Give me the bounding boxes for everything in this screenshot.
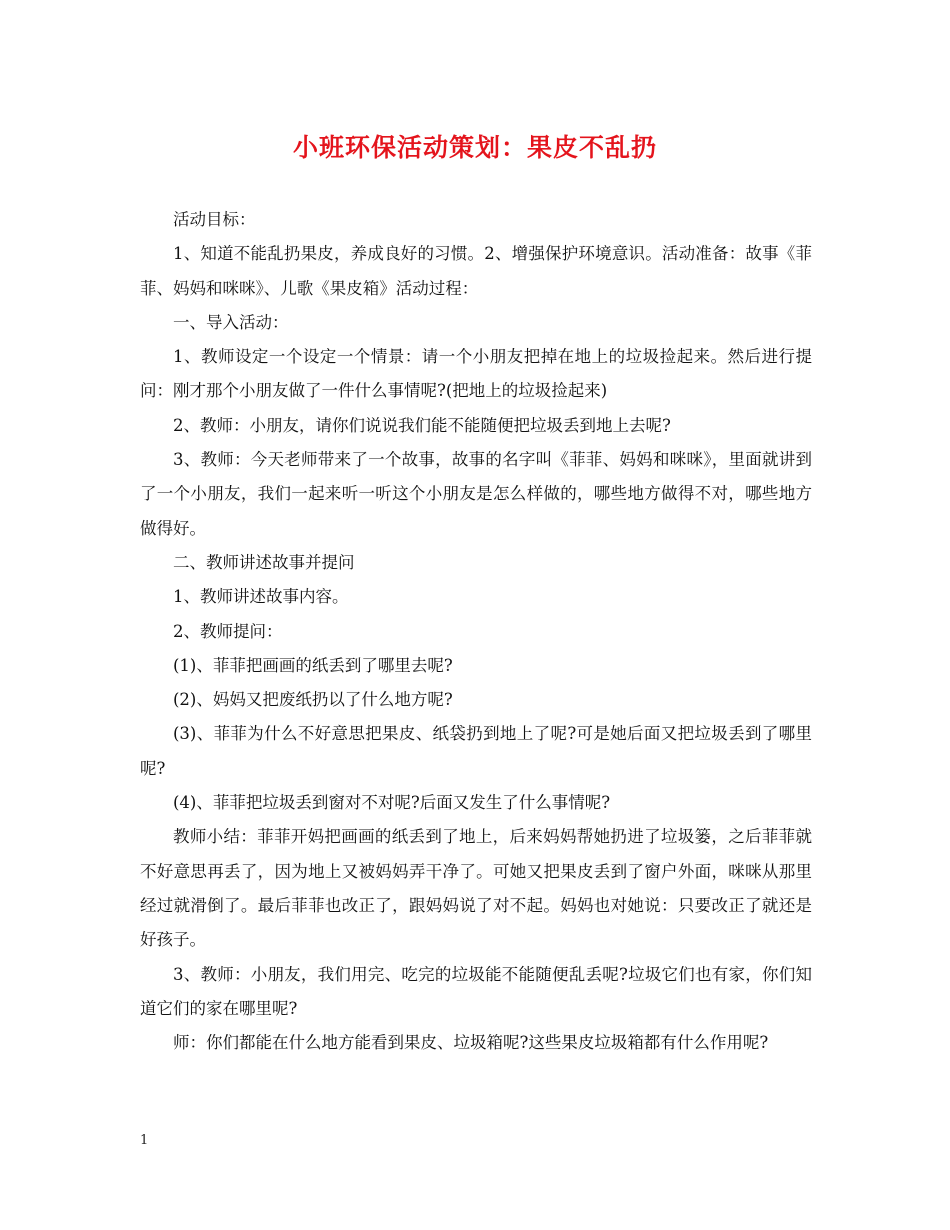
paragraph: 一、导入活动： bbox=[173, 312, 289, 332]
paragraph: 师：你们都能在什么地方能看到果皮、垃圾箱呢?这些果皮垃圾箱都有什么作用呢? bbox=[173, 1033, 769, 1053]
paragraph: 二、教师讲述故事并提问 bbox=[173, 552, 355, 572]
paragraph: (2)、妈妈又把废纸扔以了什么地方呢? bbox=[173, 690, 453, 710]
page-number: 1 bbox=[140, 1133, 149, 1148]
paragraph: 1、知道不能乱扔果皮，养成良好的习惯。2、增强保护环境意识。活动准备：故事《菲菲、妈妈和咪咪》、儿歌《果皮箱》活动过程： bbox=[140, 244, 812, 298]
document-title: 小班环保活动策划：果皮不乱扔 bbox=[292, 133, 657, 162]
paragraph: 1、教师设定一个设定一个情景：请一个小朋友把掉在地上的垃圾捡起来。然后进行提问：刚才那个小朋友做了一件什么事情呢?(把地上的垃圾捡起来) bbox=[140, 347, 812, 401]
paragraph: 3、教师：小朋友，我们用完、吃完的垃圾能不能随便乱丢呢?垃圾它们也有家，你们知道它们的家在哪里呢? bbox=[140, 964, 812, 1018]
paragraph: 3、教师：今天老师带来了一个故事，故事的名字叫《菲菲、妈妈和咪咪》，里面就讲到了一个小朋友，我们一起来听一听这个小朋友是怎么样做的，哪些地方做得不对，哪些地方做得好。 bbox=[140, 450, 812, 538]
paragraph: 教师小结：菲菲开妈把画画的纸丢到了地上，后来妈妈帮她扔进了垃圾篓，之后菲菲就不好意思再丢了，因为地上又被妈妈弄干净了。可她又把果皮丢到了窗户外面，咪咪从那里经过就滑倒了。最后菲菲也改正了，跟妈妈说了对不起。妈妈也对她说：只要改正了就还是好孩子。 bbox=[140, 827, 812, 950]
paragraph: (1)、菲菲把画画的纸丢到了哪里去呢? bbox=[173, 655, 453, 675]
paragraph: 2、教师提问： bbox=[173, 621, 283, 641]
paragraph: (3)、菲菲为什么不好意思把果皮、纸袋扔到地上了呢?可是她后面又把垃圾丢到了哪里呢? bbox=[140, 724, 812, 778]
paragraph: (4)、菲菲把垃圾丢到窗对不对呢?后面又发生了什么事情呢? bbox=[173, 793, 611, 813]
paragraph: 1、教师讲述故事内容。 bbox=[173, 587, 349, 607]
paragraph: 活动目标： bbox=[173, 210, 256, 229]
paragraph: 2、教师：小朋友，请你们说说我们能不能随便把垃圾丢到地上去呢? bbox=[173, 415, 671, 435]
document-body bbox=[140, 203, 812, 1060]
